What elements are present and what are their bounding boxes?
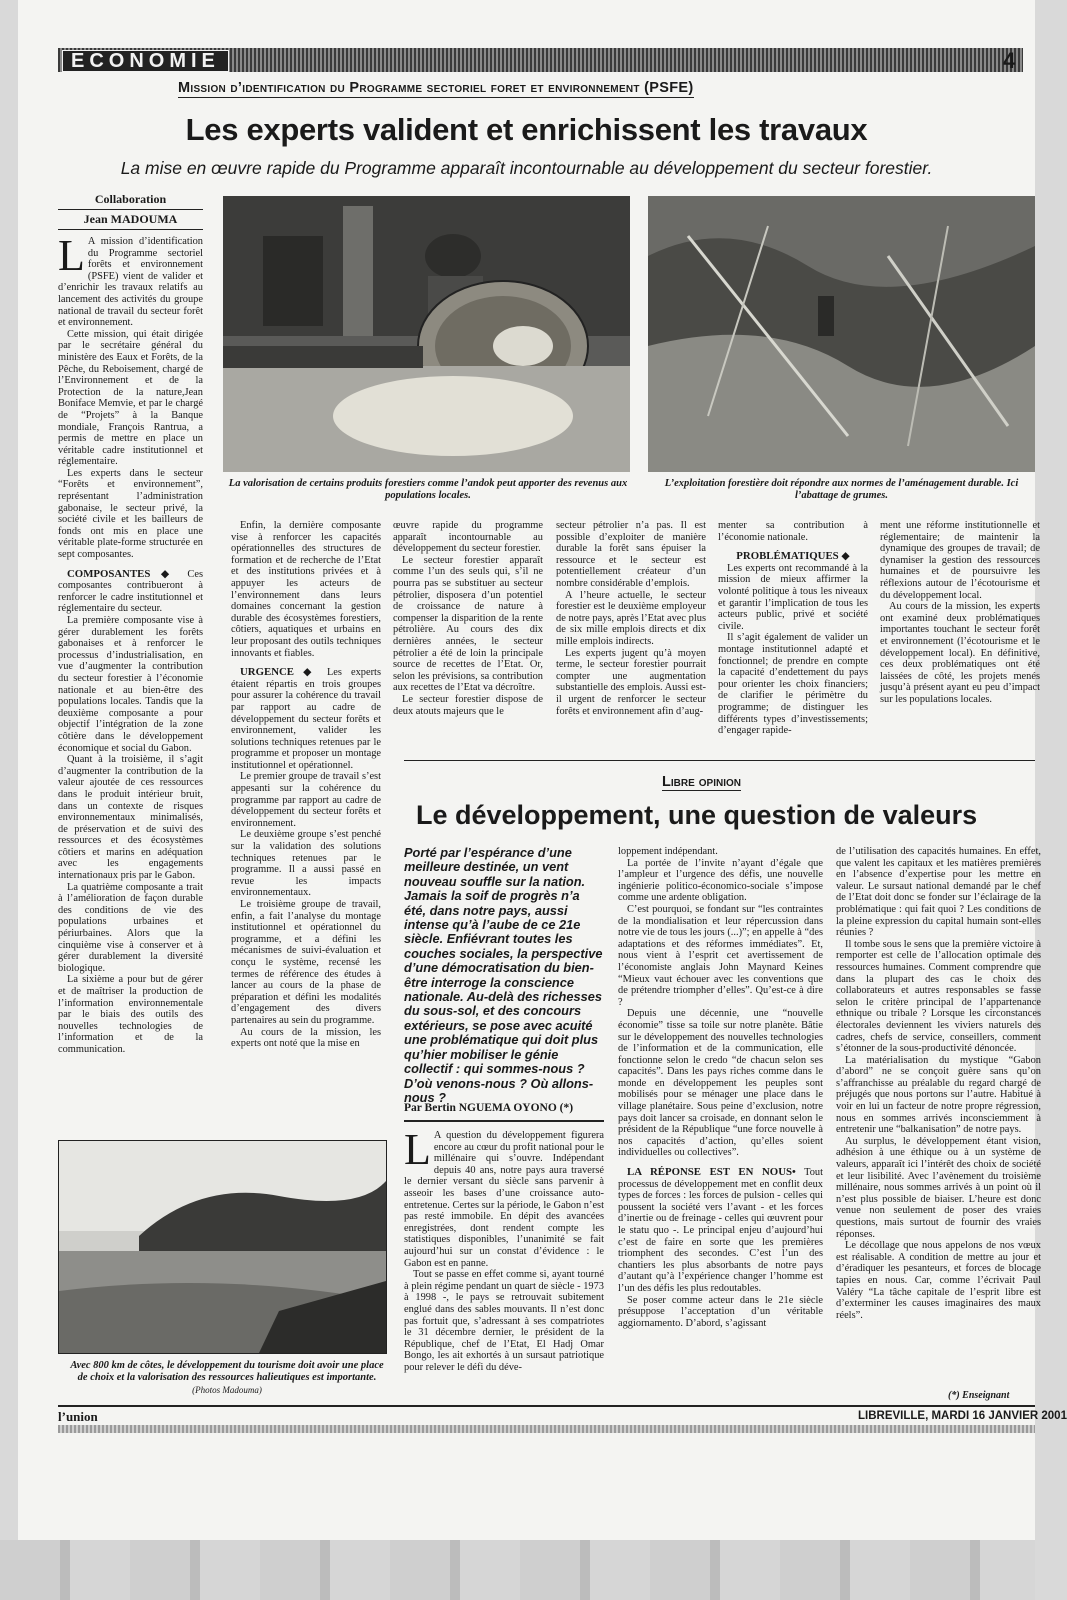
paragraph: La matérialisation du mystique “Gabon d’abord” ne se conçoit guère sans qu’on s’affranchisse au préalable du regard chargé de préjugés que nous portons sur l’autre. Habitué à voir en lui un facteur de notre propre régression, nous en sommes arrivés inconsciemment à entretenir une “balkanisation” de notre pays. [836, 1054, 1041, 1136]
paragraph: secteur pétrolier n’a pas. Il est possible d’exploiter de manière durable la forêt sans épuiser la ressource et le secteur est potentiellement créateur d’un nombre considérable d’emplois. [556, 520, 706, 589]
paragraph: Enfin, la dernière composante vise à renforcer les capacités opérationnelles des structures de formation et de recherche de l’Etat et des institutions privées et à appuyer les acteurs de l’environnement dans leurs domaines concernant la gestion durable des écosystèmes forestiers, côtiers, aquatiques et urbains en leur proposant des outils techniques innovants et fiables. [231, 520, 381, 659]
article-column-5 [718, 520, 868, 754]
newspaper-page [18, 0, 1067, 1540]
paragraph: Le décollage que nous appelons de nos vœux est réalisable. A condition de mettre au jour et d’éradiquer les pesanteurs, et forces de blocage tapies en nous. Car, comme l’écrivait Paul Valéry “La tâche capitale de l’esprit libre est d’exterminer les causes imaginaires des maux réels”. [836, 1240, 1041, 1321]
subhead-urgence: URGENCE ◆ [240, 666, 318, 679]
article-kicker: Mission d’identification du Programme sectoriel foret et environnement (PSFE) [178, 80, 694, 96]
coast-photo-image [59, 1141, 386, 1353]
article-column-1 [58, 231, 203, 1136]
paragraph: Tout se passe en effet comme si, ayant tourné à plein régime pendant un quart de siècle - 1973 à 1998 -, le pays se retrouvait subitement englué dans des sables mouvants. Il n’est donc pas fortuit que, s’adressant à ses compatriotes le 31 décembre dernier, le président de la République, chef de l’Etat, El Hadj Omar Bongo, les ait exhortés à un sursaut patriotique pour relever le défi du déve- [404, 1269, 604, 1373]
byline-name: Jean MADOUMA [83, 212, 178, 226]
andok-photo-image [223, 196, 630, 472]
paragraph: La première composante vise à gérer durablement les forêts gabonaises et à renforcer le processus d’industrialisation, en vue d’augmenter la contribution du secteur forestier à l’économie nationale et au bien-être des populations locales. Tandis que la deuxième composante a pour objectif l’intégration de la zone côtière dans le développement économique et social du Gabon. [58, 615, 203, 754]
photo-caption-andok: La valorisation de certains produits forestiers comme l’andok peut apporter des revenus aux populations locales. [228, 478, 628, 501]
paragraph: La quatrième composante a trait à l’amélioration de façon durable des conditions de vie des populations urbaines et périurbaines. Alors que la cinquième vise à conserver et à gérer durablement la diversité biologique. [58, 881, 203, 974]
article-column-2 [231, 520, 381, 1128]
paragraph: Les experts étaient répartis en trois groupes pour assurer la cohérence du travail par rapport au cadre de développement du secteur forêts et environnement, valider les solutions techniques retenues par le programme et proposer un montage institutionnel et opérationnel. [231, 667, 381, 771]
paragraph: ment une réforme institutionnelle et réglementaire; de maintenir la dynamique des groupes de travail; de dynamiser la gestion des ressources humaines et de poursuivre les réflexions autour de l’écotourisme et du développement local. [880, 520, 1040, 601]
paragraph: Le deuxième groupe s’est penché sur la validation des solutions techniques retenues par le programme. Il a aussi passé en revue les impacts environnementaux. [231, 829, 381, 899]
paragraph: Les experts ont recommandé à la mission de mieux affirmer la volonté politique à tous les niveaux et garantir l’implication de tous les acteurs public, privé et société civile. [718, 562, 868, 632]
paragraph: La portée de l’invite n’ayant d’égale que l’ampleur et l’urgence des défis, une nouvelle ingénierie politico-économico-sociale s’impose comme une ardente obligation. [618, 857, 823, 904]
paragraph: Tout processus de développement met en conflit deux types de forces : les forces de pulsion - celles qui poussent la société vers l’avant - et les forces d’inertie ou de freinage - celles qui œuvrent pour le statu quo -. Le principal enjeu d’aujourd’hui c’est de faire en sorte que les premières triomphent des secondes. C’est l’un des chantiers les plus absorbants de notre pays d’autant qu’à l’expérience changer l’homme est l’un des défis les plus redoutables. [618, 1167, 823, 1294]
paragraph: Depuis une décennie, une “nouvelle économie” tisse sa toile sur notre planète. Bâtie sur le développement des nouvelles technologies de l’information et de la communication, elle fonctionne selon le credo “de chacun selon ses capacités”. Dans les pays riches comme dans le monde en développement les peuples sont mobilisés pour se ménager une place dans le village planétaire. Sous peine d’exclusion, notre pays doit lancer sa croisade, en donnant selon le président de la République “une force nouvelle à nos capacités d’action, qu’elles soient individuelles ou collectives”. [618, 1008, 823, 1159]
opinion-column-1 [404, 1125, 604, 1400]
article-column-6 [880, 520, 1040, 754]
paragraph: Les experts jugent qu’à moyen terme, le secteur forestier pourrait compter une augmentation substantielle des emplois. Aussi est-il urgent de renforcer le secteur forêts et environnement afin d’aug- [556, 647, 706, 717]
byline [58, 192, 203, 232]
subhead-composantes: COMPOSANTES ◆ [67, 567, 177, 580]
section-label: ECONOMIE [62, 50, 229, 72]
paragraph: menter sa contribution à l’économie nationale. [718, 520, 868, 543]
paragraph: Cette mission, qui était dirigée par le secrétaire général du ministère des Eaux et Forêts, de la Pêche, du Reboisement, chargé de l’Environnement et de la Protection de la nature,Jean Boniface Memvie, et par le chargé de “Projets” à la Banque mondiale, François Rantrua, a permis de mettre en place un véritable cadre institutionnel et réglementaire. [58, 328, 203, 468]
opinion-headline: Le développement, une question de valeurs [416, 800, 978, 830]
photo-caption-coast: Avec 800 km de côtes, le développement du tourisme doit avoir une place de choix et la valorisation des ressources halieutiques est importante. (Photos Madouma) [70, 1360, 384, 1395]
footer-place-date: LIBREVILLE, MARDI 16 JANVIER 2001 [858, 1410, 1067, 1422]
paragraph: C’est pourquoi, se fondant sur “les contraintes de la mondialisation et leur répercussion dans notre vie de tous les jours (...)”; en appelle à “des adaptations et des réformes immédiates”. Et, nous vient à l’esprit cet avertissement de l’économiste anglais John Maynard Keines “Mieux vaut échouer avec les conventions que de prétendre triompher d’elles”. Qu’est-ce à dire ? [618, 903, 823, 1008]
article-deck: La mise en œuvre rapide du Programme apparaît incontournable au développement du secteur forestier. [120, 158, 933, 178]
opinion-kicker: Libre opinion [662, 774, 742, 790]
photo-coast [58, 1140, 387, 1354]
article-headline: Les experts valident et enrichissent les travaux [185, 112, 868, 147]
paragraph: Le troisième groupe de travail, enfin, a fait l’analyse du montage institutionnel et opérationnel du programme, et a défini les mécanismes de suivi-évaluation et conçu le système, recensé les termes de référence des études à lancer au cours de la phase de préparation et défini les modalités d’engagement des divers partenaires au sein du programme. [231, 899, 381, 1026]
author-rule [404, 1120, 604, 1122]
paragraph: loppement indépendant. [618, 846, 718, 857]
paragraph: Quant à la troisième, il s’agit d’augmenter la contribution de la valeur ajoutée de ces ressources dans le produit intérieur bruit, dans un contexte de risques environnementaux minimalisés, de préservation et de suivi des ressources et des écosystèmes côtiers et marins en adéquation avec les engagements internationaux pris par le Gabon. [58, 754, 203, 882]
photo-logging [648, 196, 1035, 472]
footer-bar [58, 1425, 1035, 1433]
subhead-problematiques: PROBLÉMATIQUES ◆ [736, 550, 850, 563]
opinion-author: Par Bertin NGUEMA OYONO (*) [404, 1102, 574, 1114]
paragraph: Il tombe sous le sens que la première victoire à remporter est celle de l’allocation optimale des ressources humaines. Comment comprendre que dans la plupart des cas le choix des collaborateurs et autres responsables se fasse selon le critère principal de l’appartenance ethnique ou tribale ? Lorsque les circonstances électorales deviennent les viviers naturels des cadres, chefs de service, conseillers, comment s’étonner de la sous-productivité dénoncée. [836, 938, 1041, 1055]
photo-caption-logging: L’exploitation forestière doit répondre aux normes de l’aménagement durable. Ici l’abattage de grumes. [664, 478, 1019, 501]
paragraph: œuvre rapide du programme apparaît incontournable au développement du secteur forestier. [393, 520, 543, 555]
article-column-3 [393, 520, 543, 754]
opinion-column-2 [618, 846, 823, 1401]
byline-role: Collaboration [94, 192, 167, 206]
paragraph: Le premier groupe de travail s’est appesanti sur la cohérence du programme par rapport au cadre de développement du secteur forêts et environnement. [231, 771, 381, 829]
paragraph: Se poser comme acteur dans le 21e siècle présuppose l’acceptation d’un véritable aggiornamento. D’abord, s’agissant [618, 1294, 823, 1329]
paragraph: Au cours de la mission, les experts ont examiné deux problématiques importantes touchant le secteur forêt et environnement (l’écotourisme et le développement local). En définitive, ces deux problématiques ont été laissées de côté, les projets menés jusqu’à présent ayant eu peu d’impact sur les populations locales. [880, 601, 1040, 705]
opinion-column-3 [836, 846, 1041, 1391]
dropcap: L [58, 231, 85, 280]
opinion-intro: Porté par l’espérance d’une meilleure destinée, un vent nouveau souffle sur la nation. Jamais la soif de progrès n’a été, dans notre pays, aussi intense qu’à l’aube de ce 21e siècle. Enfiévrant toutes les couches sociales, la perspective d’une démocratisation du bien-être interroge la conscience nationale. Au-delà des richesses du sous-sol, et des concours extérieurs, se pose avec acuité une problématique qui doit plus qu’hier mobiliser le génie collectif : qui sommes-nous ? D’où venons-nous ? Où allons-nous ? [404, 845, 603, 1105]
lead-paragraph: A mission d’identification du Programme sectoriel forêts et environnement (PSFE) vient de valider et d’enrichir les travaux relatifs au lancement des activités du groupe national de travail du secteur forêt et environnement. [58, 236, 203, 329]
photo-credit: (Photos Madouma) [192, 1385, 262, 1395]
footer-paper-name: l’union [58, 1409, 98, 1424]
paragraph: La sixième a pour but de gérer et de maîtriser la production de l’information environnementale par le biais des outils des nouvelles technologies de l’information et de la communication. [58, 974, 203, 1055]
logging-photo-image [648, 196, 1035, 472]
lead-paragraph: A question du développement figurera encore au cœur du profit national pour le millénaire qui s’ouvre. Indépendant depuis 40 ans, notre pays aura traversé le dernier versant du siècle sans parvenir à asseoir les bases d’une croissance auto-entretenue. Certes sur la période, le Gabon n’est pas resté immobile. En dépit des avancées enregistrées, dont rendent compte les statistiques disponibles, l’unanimité se fait aujourd’hui sur un constat d’évidence : le Gabon est en panne. [404, 1130, 604, 1269]
paragraph: de l’utilisation des capacités humaines. En effet, que valent les capitaux et les matières premières en l’absence d’expertise pour les mettre en valeur. Le sursaut national demandé par le chef de l’Etat doit donc se fonder sur l’éclairage de la problématique : qui fait quoi ? Les conditions de la pleine expression du capital humain sont-elles réunies ? [836, 846, 1041, 939]
dropcap: L [404, 1125, 431, 1174]
paragraph: Le secteur forestier apparaît comme l’un des seuls qui, s’il ne pourra pas se substituer au secteur pétrolier, disposera d’un potentiel de croissance de nature à compenser la disparition de la rente pétrolière. Au cours des dix dernières années, le secteur pétrolier a été de loin la principale source de recettes de l’Etat. Or, selon les prévisions, sa contribution aux recettes de l’Etat va décroître. [393, 554, 543, 694]
photo-andok [223, 196, 630, 472]
article-column-4 [556, 520, 706, 754]
opinion-divider [404, 760, 1035, 761]
paragraph: Au surplus, le développement étant vision, adhésion à une éthique ou à un système de valeurs, apparaît ici l’intérêt des choix de société et leur lisibilité. Avec l’avènement du troisième millénaire, nous sommes arrivés à un point où il n’est plus possible de biaiser. L’heure est donc venue non seulement de poser des vraies questions, mais surtout de fournir des vraies réponses. [836, 1135, 1041, 1240]
paragraph: A l’heure actuelle, le secteur forestier est le deuxième employeur de notre pays, après l’Etat avec plus de six mille emplois directs et dix mille emplois indirects. [556, 589, 706, 647]
paragraph: Les experts dans le secteur “Forêts et environnement”, représentant l’administration gabonaise, le secteur privé, la société civile et les bailleurs de fonds ont mis en place une véritable plate-forme structurée en sept composantes. [58, 467, 203, 561]
paragraph: Il s’agit également de valider un montage institutionnel adapté et fonctionnel; de prendre en compte la capacité d’endettement du pays pour orienter les choix financiers; de clarifier le périmètre du programme; de distinguer les différents types d’investissements; d’engager rapide- [718, 632, 868, 737]
subhead-reponse: LA RÉPONSE EST EN NOUS• [627, 1166, 796, 1179]
paragraph: Au cours de la mission, les experts ont noté que la mise en [231, 1026, 381, 1050]
page-number: 4 [1003, 48, 1016, 73]
background-surface [0, 1540, 1035, 1600]
paragraph: Le secteur forestier dispose de deux atouts majeurs que le [393, 693, 543, 717]
opinion-signature: (*) Enseignant [948, 1390, 1010, 1401]
paragraph: Ces composantes contribueront à renforcer le cadre institutionnel et réglementaire du secteur. [58, 568, 203, 615]
footer-rule [58, 1405, 1035, 1407]
